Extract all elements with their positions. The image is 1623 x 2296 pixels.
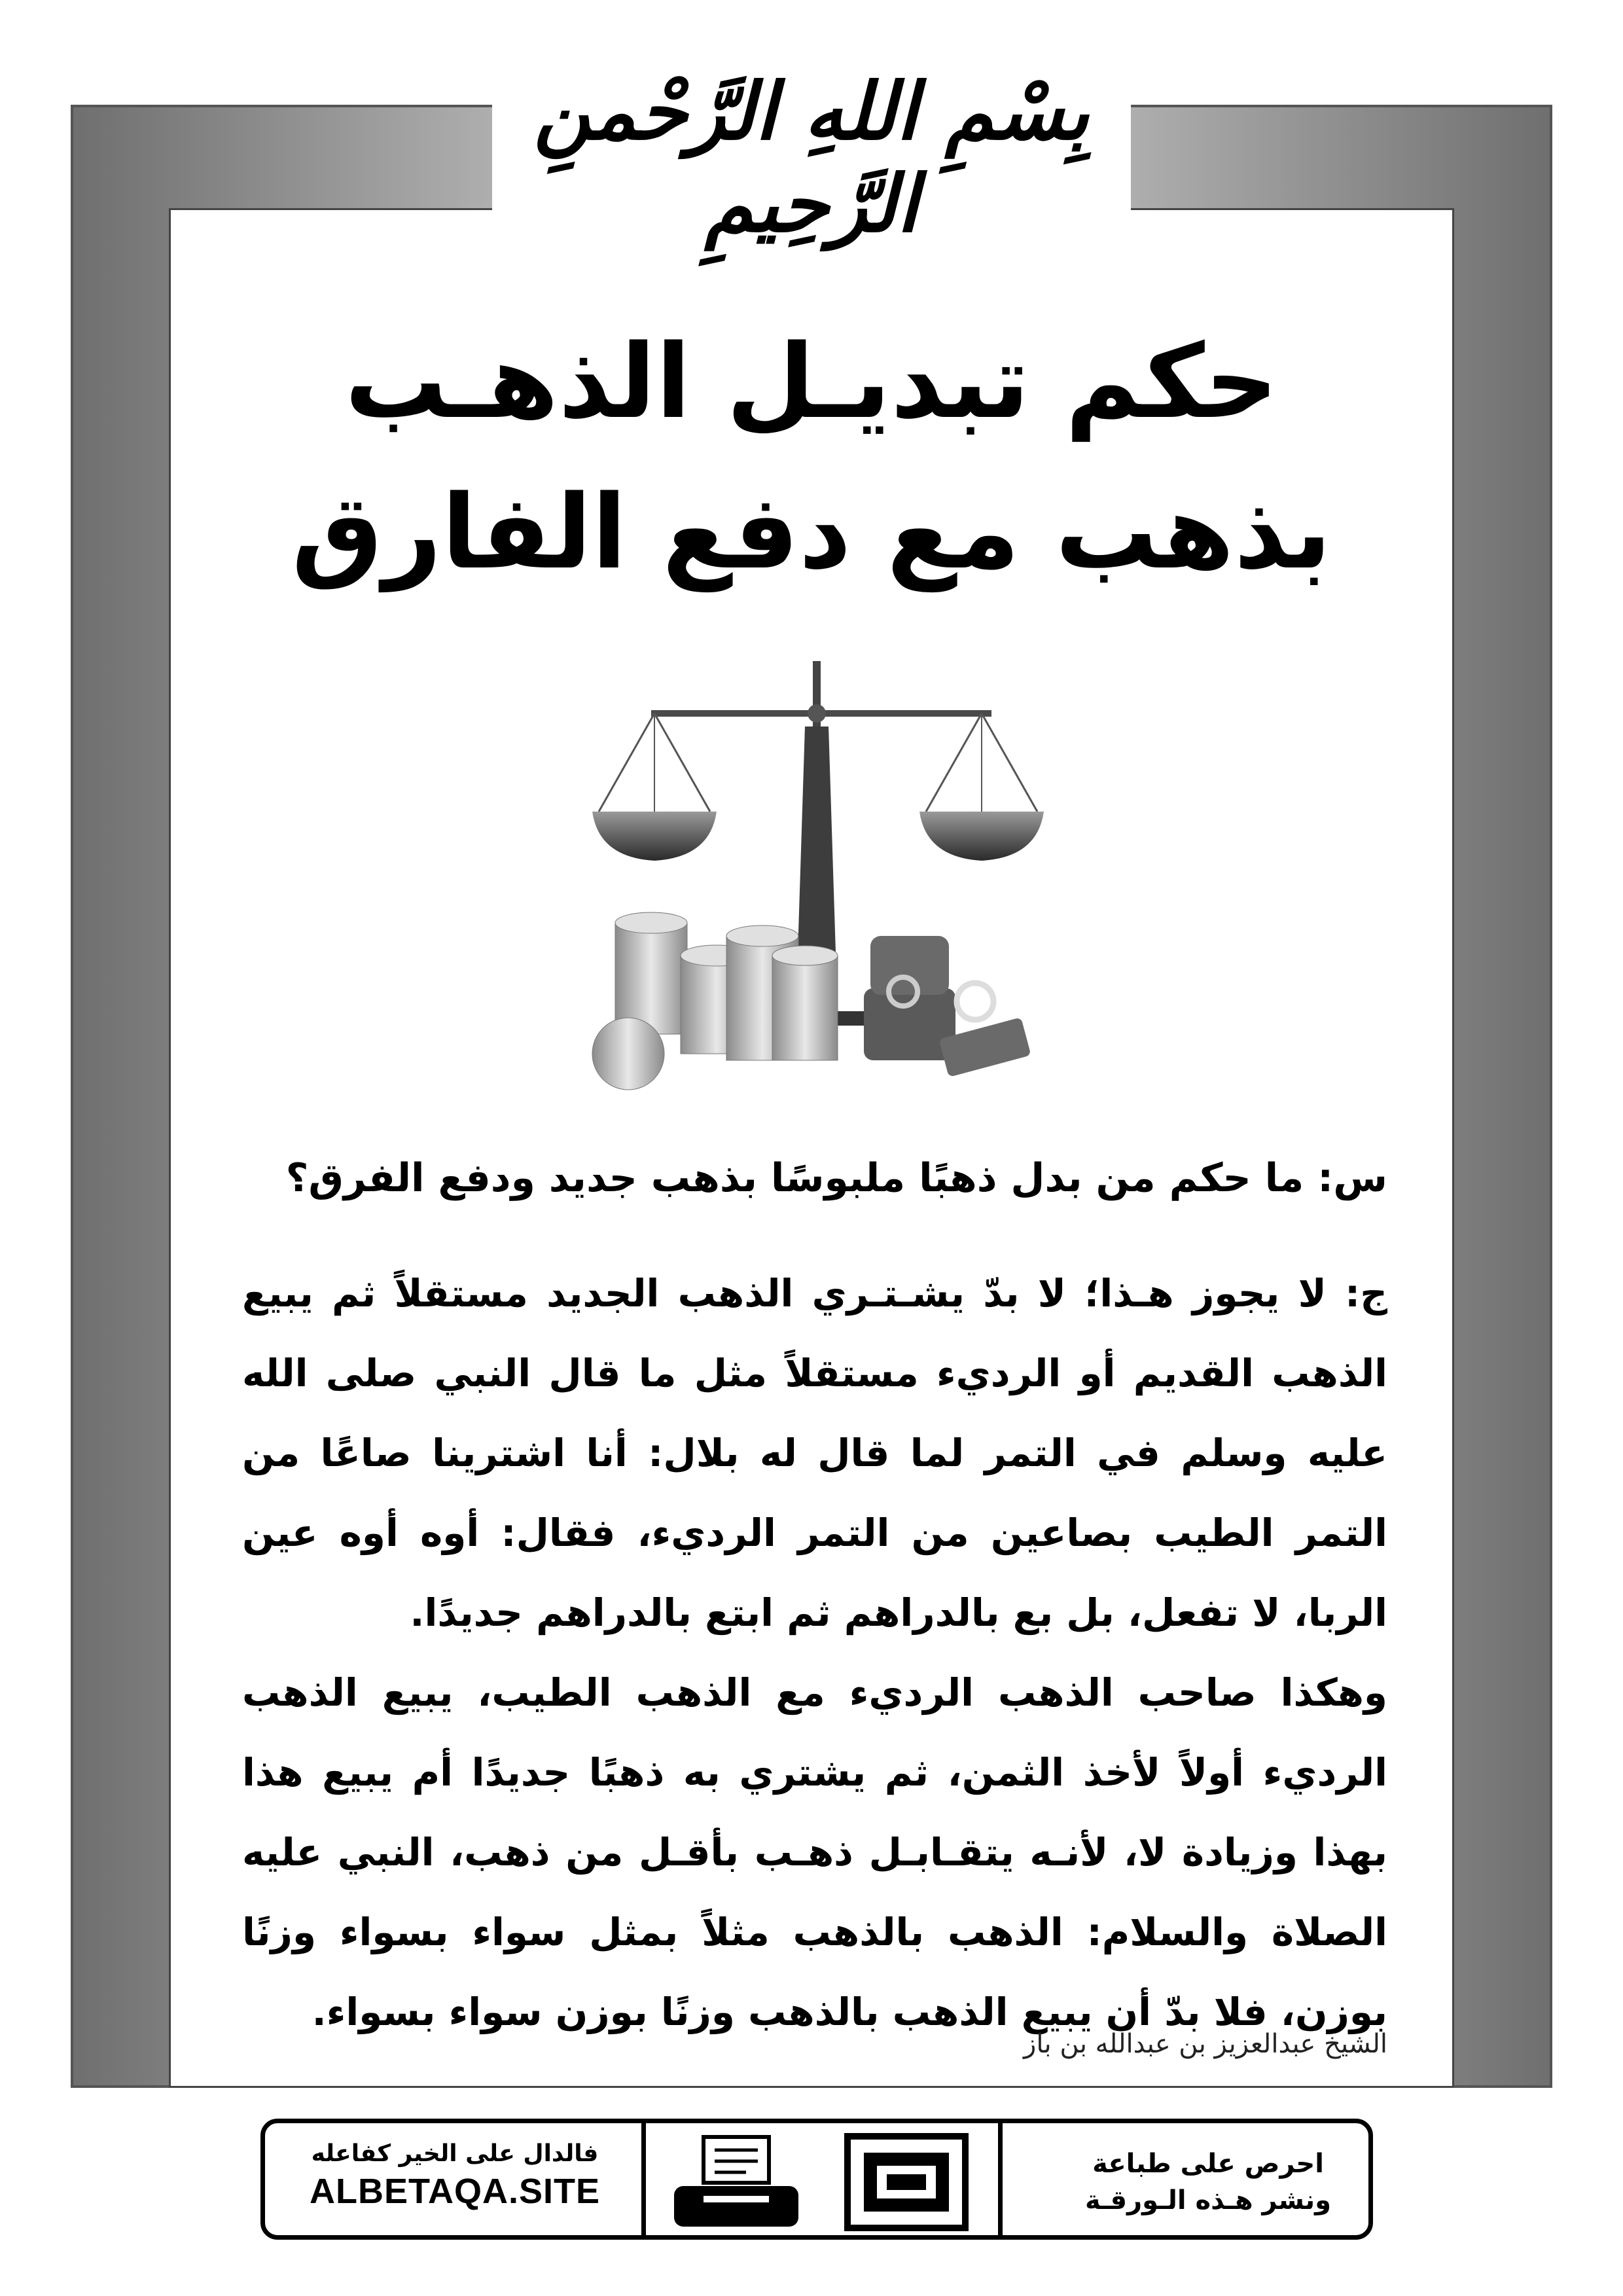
footer-divider xyxy=(641,2123,646,2235)
question-text: س: ما حكم من بدل ذهبًا ملبوسًا بذهب جديد ودفع الفرق؟ xyxy=(285,1155,1387,1201)
appeal-line-1: احرص على طباعة xyxy=(1092,2149,1324,2179)
author-attribution: الشيخ عبدالعزيز بن عبدالله بن باز xyxy=(1024,2029,1387,2059)
title-line-2: بذهب مع دفع الفارق xyxy=(291,473,1332,592)
basmala: بِسْمِ اللهِ الرَّحْمنِ الرَّحِيمِ xyxy=(533,65,1090,250)
appeal-line-2: ونشر هـذه الـورقـة xyxy=(1084,2185,1332,2215)
dawat-alwaraqa-logo xyxy=(841,2130,972,2234)
scale-with-gold-icon xyxy=(589,648,1047,1100)
basmala-box xyxy=(492,46,1131,250)
answer-text xyxy=(242,1253,1387,2052)
footer-bar xyxy=(260,2119,1373,2240)
printer-icon xyxy=(668,2134,805,2232)
site-link[interactable]: ALBETAQA.SITE xyxy=(310,2172,600,2211)
footer-appeal xyxy=(1067,2145,1349,2219)
title-line-1: حكم تبديـل الذهـب xyxy=(344,322,1279,441)
footer-tagline: فالدال على الخير كفاعله xyxy=(311,2140,599,2167)
footer-site-block xyxy=(285,2140,625,2212)
answer-paragraph-1: ج: لا يجوز هـذا؛ لا بدّ يشـتـري الذهب الجديد مستقلاً ثم يبيع الذهب القديم أو الرديء مستقلاً مثل ما قال النبي صلى الله عليه وسلم في التمر لما قال له بلال: أنا اشترينا صاعًا من التمر الطيب بصاعين من التمر الرديء، فقال: أوه أوه عين الربا، لا تفعل، بل بع بالدراهم ثم ابتع بالدراهم جديدًا. xyxy=(242,1271,1387,1635)
answer-paragraph-2: وهكذا صاحب الذهب الرديء مع الذهب الطيب، يبيع الذهب الرديء أولاً لأخذ الثمن، ثم يشتري به ذهبًا جديدًا أم يبيع هذا بهذا وزيادة لا، لأنـه يتقـابـل ذهـب بأقـل من ذهب، النبي عليه الصلاة والسلام: الذهب بالذهب مثلاً بمثل سواء بسواء وزنًا بوزن، فلا بدّ أن يبيع الذهب بالذهب وزنًا بوزن سواء بسواء. xyxy=(242,1670,1387,2034)
footer-divider xyxy=(998,2123,1003,2235)
